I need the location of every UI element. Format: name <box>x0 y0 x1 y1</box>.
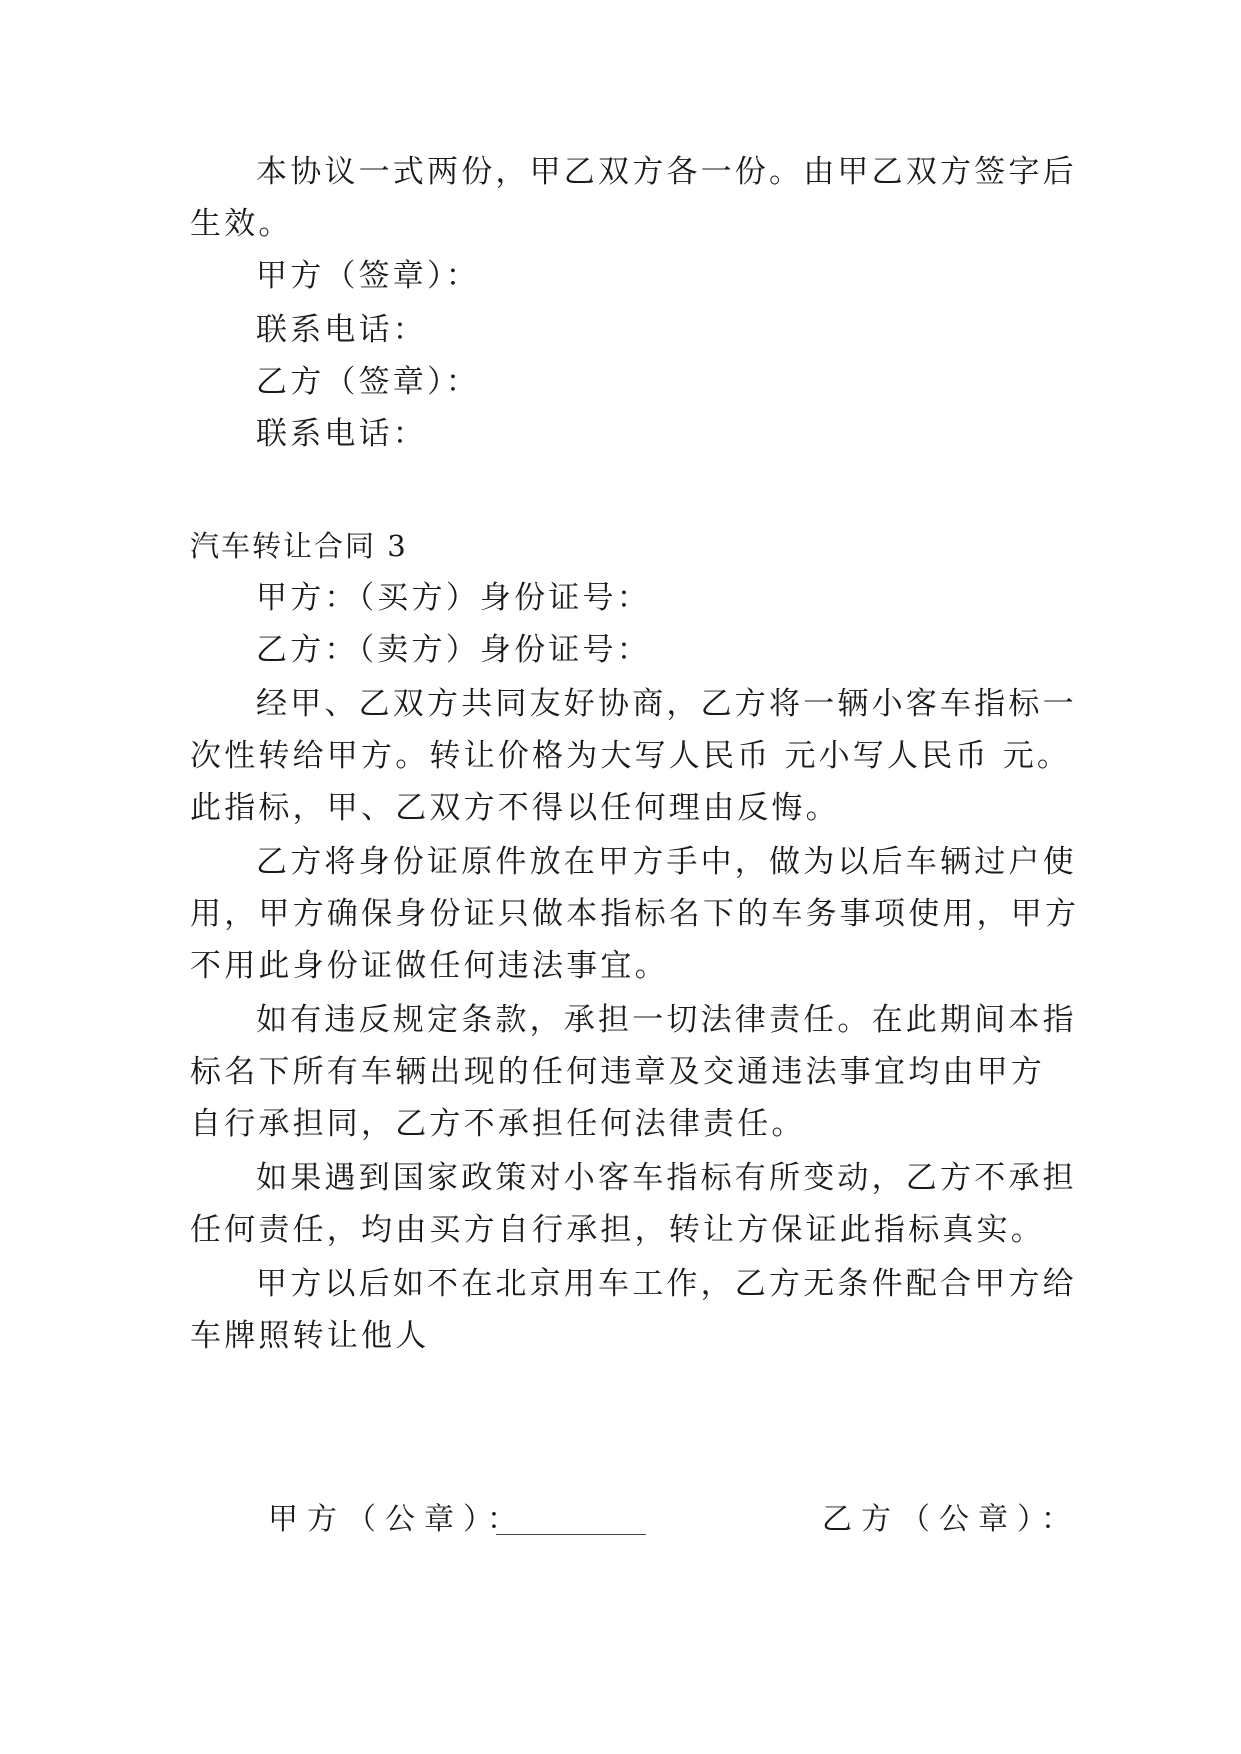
seller-id-line: 乙方：（卖方）身份证号： <box>256 632 651 668</box>
paragraph-line: 甲方以后如不在北京用车工作，乙方无条件配合甲方给 <box>256 1266 1077 1302</box>
party-a-phone-label: 联系电话： <box>256 312 427 348</box>
paragraph-line: 车牌照转让他人 <box>190 1318 430 1354</box>
buyer-id-line: 甲方：（买方）身份证号： <box>256 580 651 616</box>
paragraph-line: 乙方将身份证原件放在甲方手中，做为以后车辆过户使 <box>256 844 1077 880</box>
paragraph-line: 如果遇到国家政策对小客车指标有所变动，乙方不承担 <box>256 1160 1077 1196</box>
paragraph-line: 生效。 <box>190 206 293 242</box>
paragraph-line: 自行承担同，乙方不承担任何法律责任。 <box>190 1106 806 1142</box>
party-b-signature-label: 乙方（签章）： <box>256 364 480 400</box>
section-heading: 汽车转让合同 3 <box>190 529 408 563</box>
paragraph-line: 次性转给甲方。转让价格为大写人民币 元小写人民币 元。 <box>190 738 1072 774</box>
paragraph-line: 标名下所有车辆出现的任何违章及交通违法事宜均由甲方 <box>190 1054 1045 1090</box>
paragraph-line: 经甲、乙双方共同友好协商，乙方将一辆小客车指标一 <box>256 686 1077 722</box>
paragraph-line: 此指标，甲、乙双方不得以任何理由反悔。 <box>190 790 840 826</box>
party-a-seal-label: 甲方（公章）： <box>268 1502 526 1537</box>
paragraph-line: 用，甲方确保身份证只做本指标名下的车务事项使用，甲方 <box>190 896 1080 932</box>
paragraph-line: 任何责任，均由买方自行承担，转让方保证此指标真实。 <box>190 1212 1045 1248</box>
paragraph-line: 不用此身份证做任何违法事宜。 <box>190 948 669 984</box>
party-a-seal-blank <box>496 1534 646 1535</box>
party-a-signature-label: 甲方（签章）： <box>256 258 480 294</box>
paragraph-line: 如有违反规定条款，承担一切法律责任。在此期间本指 <box>256 1002 1077 1038</box>
party-b-phone-label: 联系电话： <box>256 416 427 452</box>
party-b-seal-label: 乙方（公章）： <box>822 1502 1080 1537</box>
paragraph-line: 本协议一式两份，甲乙双方各一份。由甲乙双方签字后 <box>256 154 1077 190</box>
